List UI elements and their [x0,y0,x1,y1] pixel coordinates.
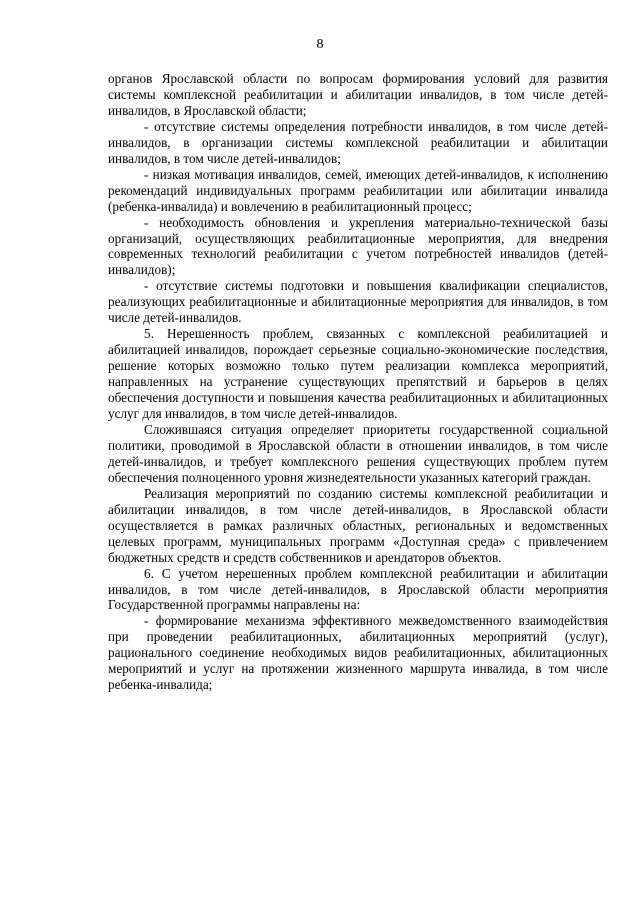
paragraph-item-6: 6. С учетом нерешенных проблем комплексной реабилитации и абилитации инвалидов, в том числе детей-инвалидов, в Ярославской области мероприятия Государственной программы направлены на: [108,565,608,613]
list-item-training-system: - отсутствие системы подготовки и повышения квалификации специалистов, реализующих реабилитационные и абилитационные мероприятия для инвалидов, в том числе детей-инвалидов. [108,278,608,326]
paragraph-item-5: 5. Нерешенность проблем, связанных с комплексной реабилитацией и абилитацией инвалидов, порождает серьезные социально-экономические последствия, решение которых возможно только путем реализации комплекса мероприятий, направленных на устранение существующих препятствий и барьеров в целях обеспечения доступности и повышения качества реабилитационных и абилитационных услуг для инвалидов, в том числе детей-инвалидов. [108,326,608,422]
paragraph-implementation: Реализация мероприятий по созданию системы комплексной реабилитации и абилитации инвалидов, в том числе детей-инвалидов, в Ярославской области осуществляется в рамках различных областных, региональных и ведомственных целевых программ, муниципальных программ «Доступная среда» с привлечением бюджетных средств и средств собственников и арендаторов объектов. [108,485,608,565]
list-item-low-motivation: - низкая мотивация инвалидов, семей, имеющих детей-инвалидов, к исполнению рекомендаций индивидуальных программ реабилитации или абилитации инвалида (ребенка-инвалида) и вовлечению в реабилитационный процесс; [108,166,608,214]
list-item-interaction-mechanism: - формирование механизма эффективного межведомственного взаимодействия при проведении реабилитационных, абилитационных мероприятий (услуг), рационального соединение необходимых видов реабилитационных, абилитационных мероприятий и услуг на протяжении жизненного маршрута инвалида, в том числе ребенка-инвалида; [108,613,608,693]
list-item-needs-assessment: - отсутствие системы определения потребности инвалидов, в том числе детей-инвалидов, в организации системы комплексной реабилитации и абилитации инвалидов, в том числе детей-инвалидов; [108,118,608,166]
page-number: 8 [316,37,324,52]
paragraph-continuation: органов Ярославской области по вопросам формирования условий для развития системы комплексной реабилитации и абилитации инвалидов, в том числе детей-инвалидов, в Ярославской области; [108,71,608,118]
paragraph-priorities: Сложившаяся ситуация определяет приоритеты государственной социальной политики, проводимой в Ярославской области в отношении инвалидов, в том числе детей-инвалидов, и требует комплексного решения существующих проблем путем обеспечения полноценного уровня жизнедеятельности указанных категорий граждан. [108,421,608,485]
document-body [108,71,608,693]
list-item-material-base: - необходимость обновления и укрепления материально-технической базы организаций, осуществляющих реабилитационные мероприятия, для внедрения современных технологий реабилитации с учетом потребностей инвалидов (детей-инвалидов); [108,214,608,278]
